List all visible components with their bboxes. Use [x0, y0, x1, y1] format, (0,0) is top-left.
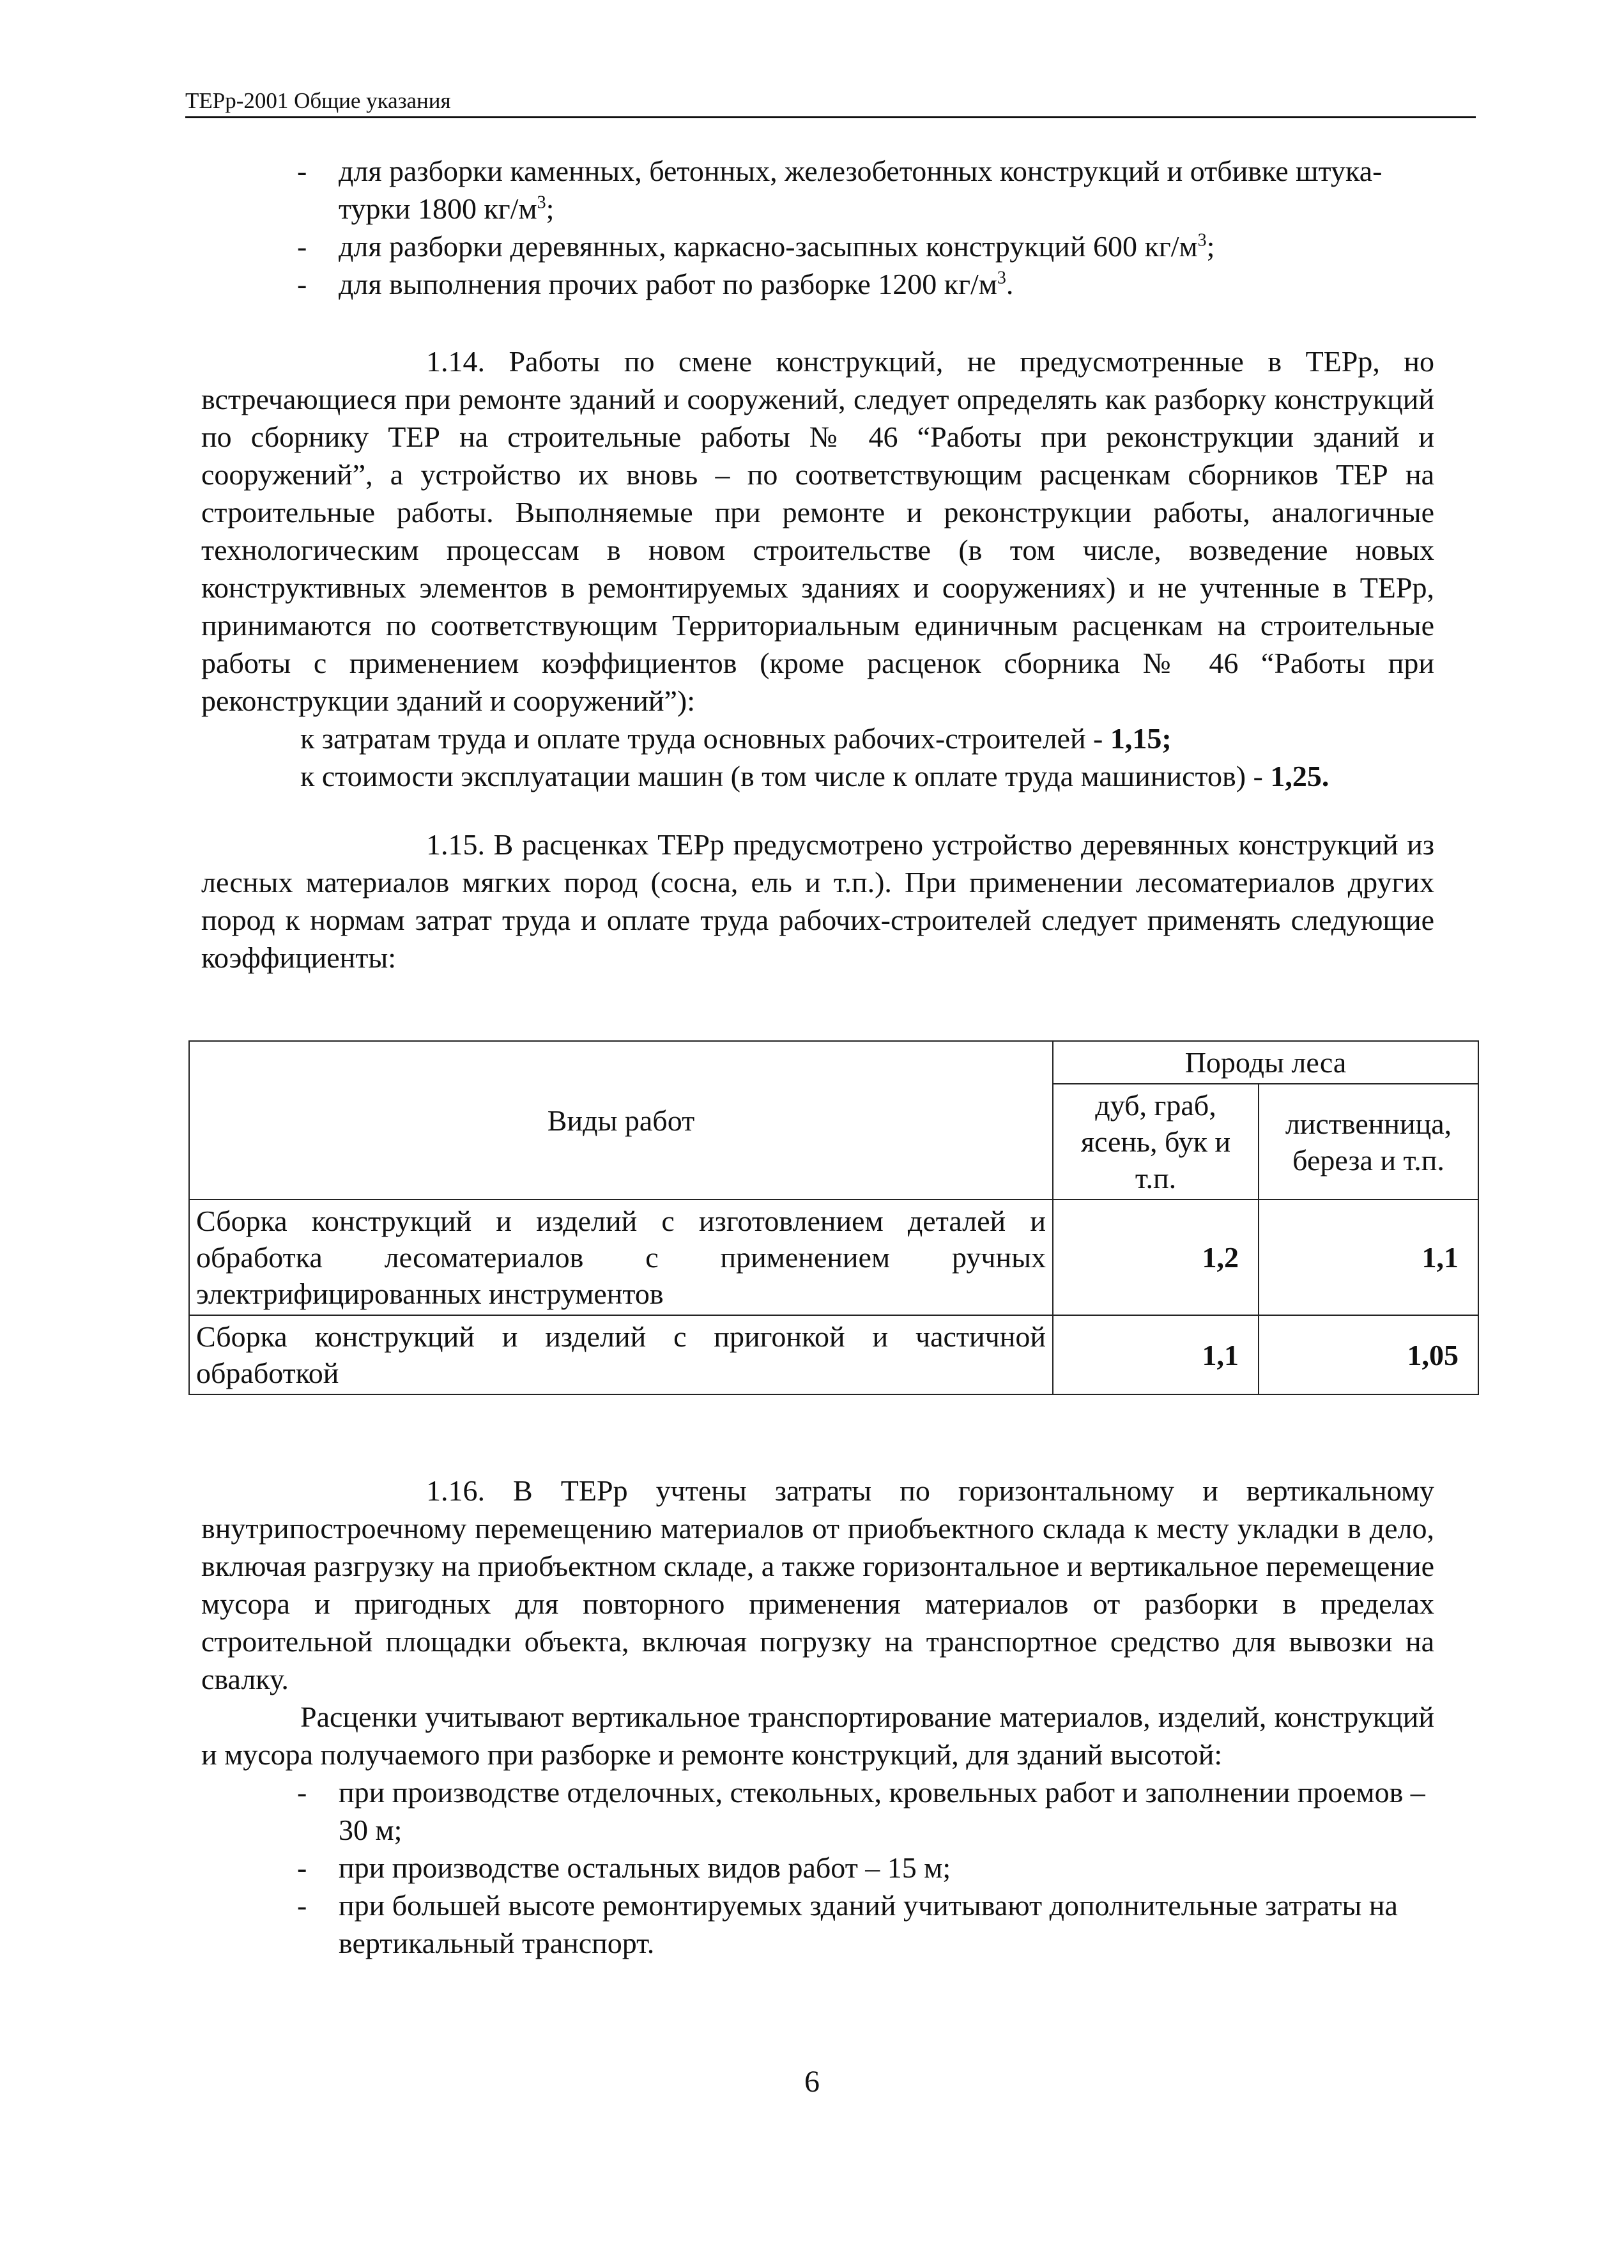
table-header-kind: Виды работ	[189, 1041, 1053, 1200]
superscript: 3	[537, 192, 546, 213]
table-cell-larch: 1,05	[1259, 1315, 1478, 1394]
punctuation: .	[1006, 268, 1014, 300]
coefficient-line-machines	[201, 757, 1434, 795]
list-item	[201, 1773, 1434, 1849]
list-item-text: для разборки деревянных, каркасно-засыпных конструкций 600 кг/м	[339, 230, 1198, 263]
table-header-oak: дуб, граб, ясень, бук и т.п.	[1053, 1084, 1259, 1200]
page-content	[196, 152, 1459, 1962]
height-list	[201, 1773, 1434, 1962]
punctuation: ;	[1206, 230, 1215, 263]
coefficient-line-labor	[201, 720, 1434, 757]
list-item-text: при производстве остальных видов работ – 15 м;	[339, 1851, 951, 1884]
list-item-text: при большей высоте ремонтируемых зданий учитывают дополнительные затраты на вертикальный транспорт.	[339, 1889, 1398, 1959]
running-header	[185, 87, 1476, 118]
coefficient-label: к стоимости эксплуатации машин (в том числе к оплате труда машинистов) -	[300, 760, 1271, 792]
paragraph-1-15: 1.15. В расценках ТЕРр предусмотрено устройство деревянных конструкций из лесных материалов мягких пород (сосна, ель и т.п.). При применении лесоматериалов других пород к нормам затрат труда и оплате труда рабочих-строителей следует применять следующие коэффициенты:	[201, 828, 1434, 974]
header-title: ТЕРр-2001 Общие указания	[185, 88, 451, 113]
table-cell-oak: 1,1	[1053, 1315, 1259, 1394]
list-item-continuation: турки 1800 кг/м	[339, 192, 537, 225]
coefficient-value: 1,25.	[1270, 760, 1329, 792]
page-number: 6	[804, 2065, 820, 2099]
coefficient-value: 1,15;	[1110, 722, 1172, 755]
list-item-text: при производстве отделочных, стекольных, кровельных работ и заполнении проемов – 30 м;	[339, 1776, 1425, 1846]
table-header-larch: лиственница, береза и т.п.	[1259, 1084, 1478, 1200]
list-item	[201, 228, 1434, 265]
list-dash: -	[297, 230, 307, 263]
list-dash: -	[297, 1851, 307, 1884]
paragraph-1-14: 1.14. Работы по смене конструкций, не предусмотренные в ТЕРр, но встречающиеся при ремонте зданий и сооружений, следует определять как разборку конструкций по сборнику ТЕР на строительные работы № 46 “Работы при реконструкции зданий и сооружений”, а устройство их вновь – по соответствующим расценкам сборников ТЕР на строительные работы. Выполняемые при ремонте и реконструкции работы, аналогичные технологическим процессам в новом строительстве (в том числе, возведение новых конструктивных элементов в ремонтируемых зданиях и сооружениях) и не учтенные в ТЕРр, принимаются по соответствующим Территориальным единичным расценкам на строительные работы с применением коэффициентов (кроме расценок сборника № 46 “Работы при реконструкции зданий и сооружений”):	[201, 345, 1434, 717]
list-dash: -	[297, 1776, 307, 1809]
superscript: 3	[1197, 230, 1207, 251]
table-cell-larch: 1,1	[1259, 1200, 1478, 1315]
table-cell-kind: Сборка конструкций и изделий с изготовлением деталей и обработка лесоматериалов с применением ручных электрифицированных инструментов	[189, 1200, 1053, 1315]
list-item-text: для выполнения прочих работ по разборке 1200 кг/м	[339, 268, 997, 300]
list-item	[201, 1849, 1434, 1886]
table-cell-kind: Сборка конструкций и изделий с пригонкой и частичной обработкой	[189, 1315, 1053, 1394]
superscript: 3	[997, 268, 1006, 288]
coefficient-label: к затратам труда и оплате труда основных рабочих-строителей -	[300, 722, 1110, 755]
table-cell-oak: 1,2	[1053, 1200, 1259, 1315]
list-item	[201, 152, 1434, 228]
list-dash: -	[297, 155, 307, 187]
density-list	[201, 152, 1434, 303]
list-item	[201, 1886, 1434, 1962]
punctuation: ;	[546, 192, 555, 225]
list-dash: -	[297, 1889, 307, 1922]
table-row	[189, 1315, 1478, 1394]
wood-coefficient-table	[188, 1040, 1479, 1395]
paragraph-1-16-continued: Расценки учитывают вертикальное транспортирование материалов, изделий, конструкций и мусора получаемого при разборке и ремонте конструкций, для зданий высотой:	[201, 1701, 1434, 1771]
list-dash: -	[297, 268, 307, 300]
list-item-text: для разборки каменных, бетонных, железобетонных конструкций и отбивке штука-	[339, 155, 1383, 187]
table-row	[189, 1200, 1478, 1315]
paragraph-1-16: 1.16. В ТЕРр учтены затраты по горизонтальному и вертикальному внутрипостроечному перемещению материалов от приобъектного склада к месту укладки в дело, включая разгрузку на приобъектном складе, а также горизонтальное и вертикальное перемещение мусора и пригодных для повторного применения материалов от разборки в пределах строительной площадки объекта, включая погрузку на транспортное средство для вывозки на свалку.	[201, 1474, 1434, 1695]
list-item	[201, 265, 1434, 303]
table-header-group: Породы леса	[1053, 1041, 1478, 1084]
